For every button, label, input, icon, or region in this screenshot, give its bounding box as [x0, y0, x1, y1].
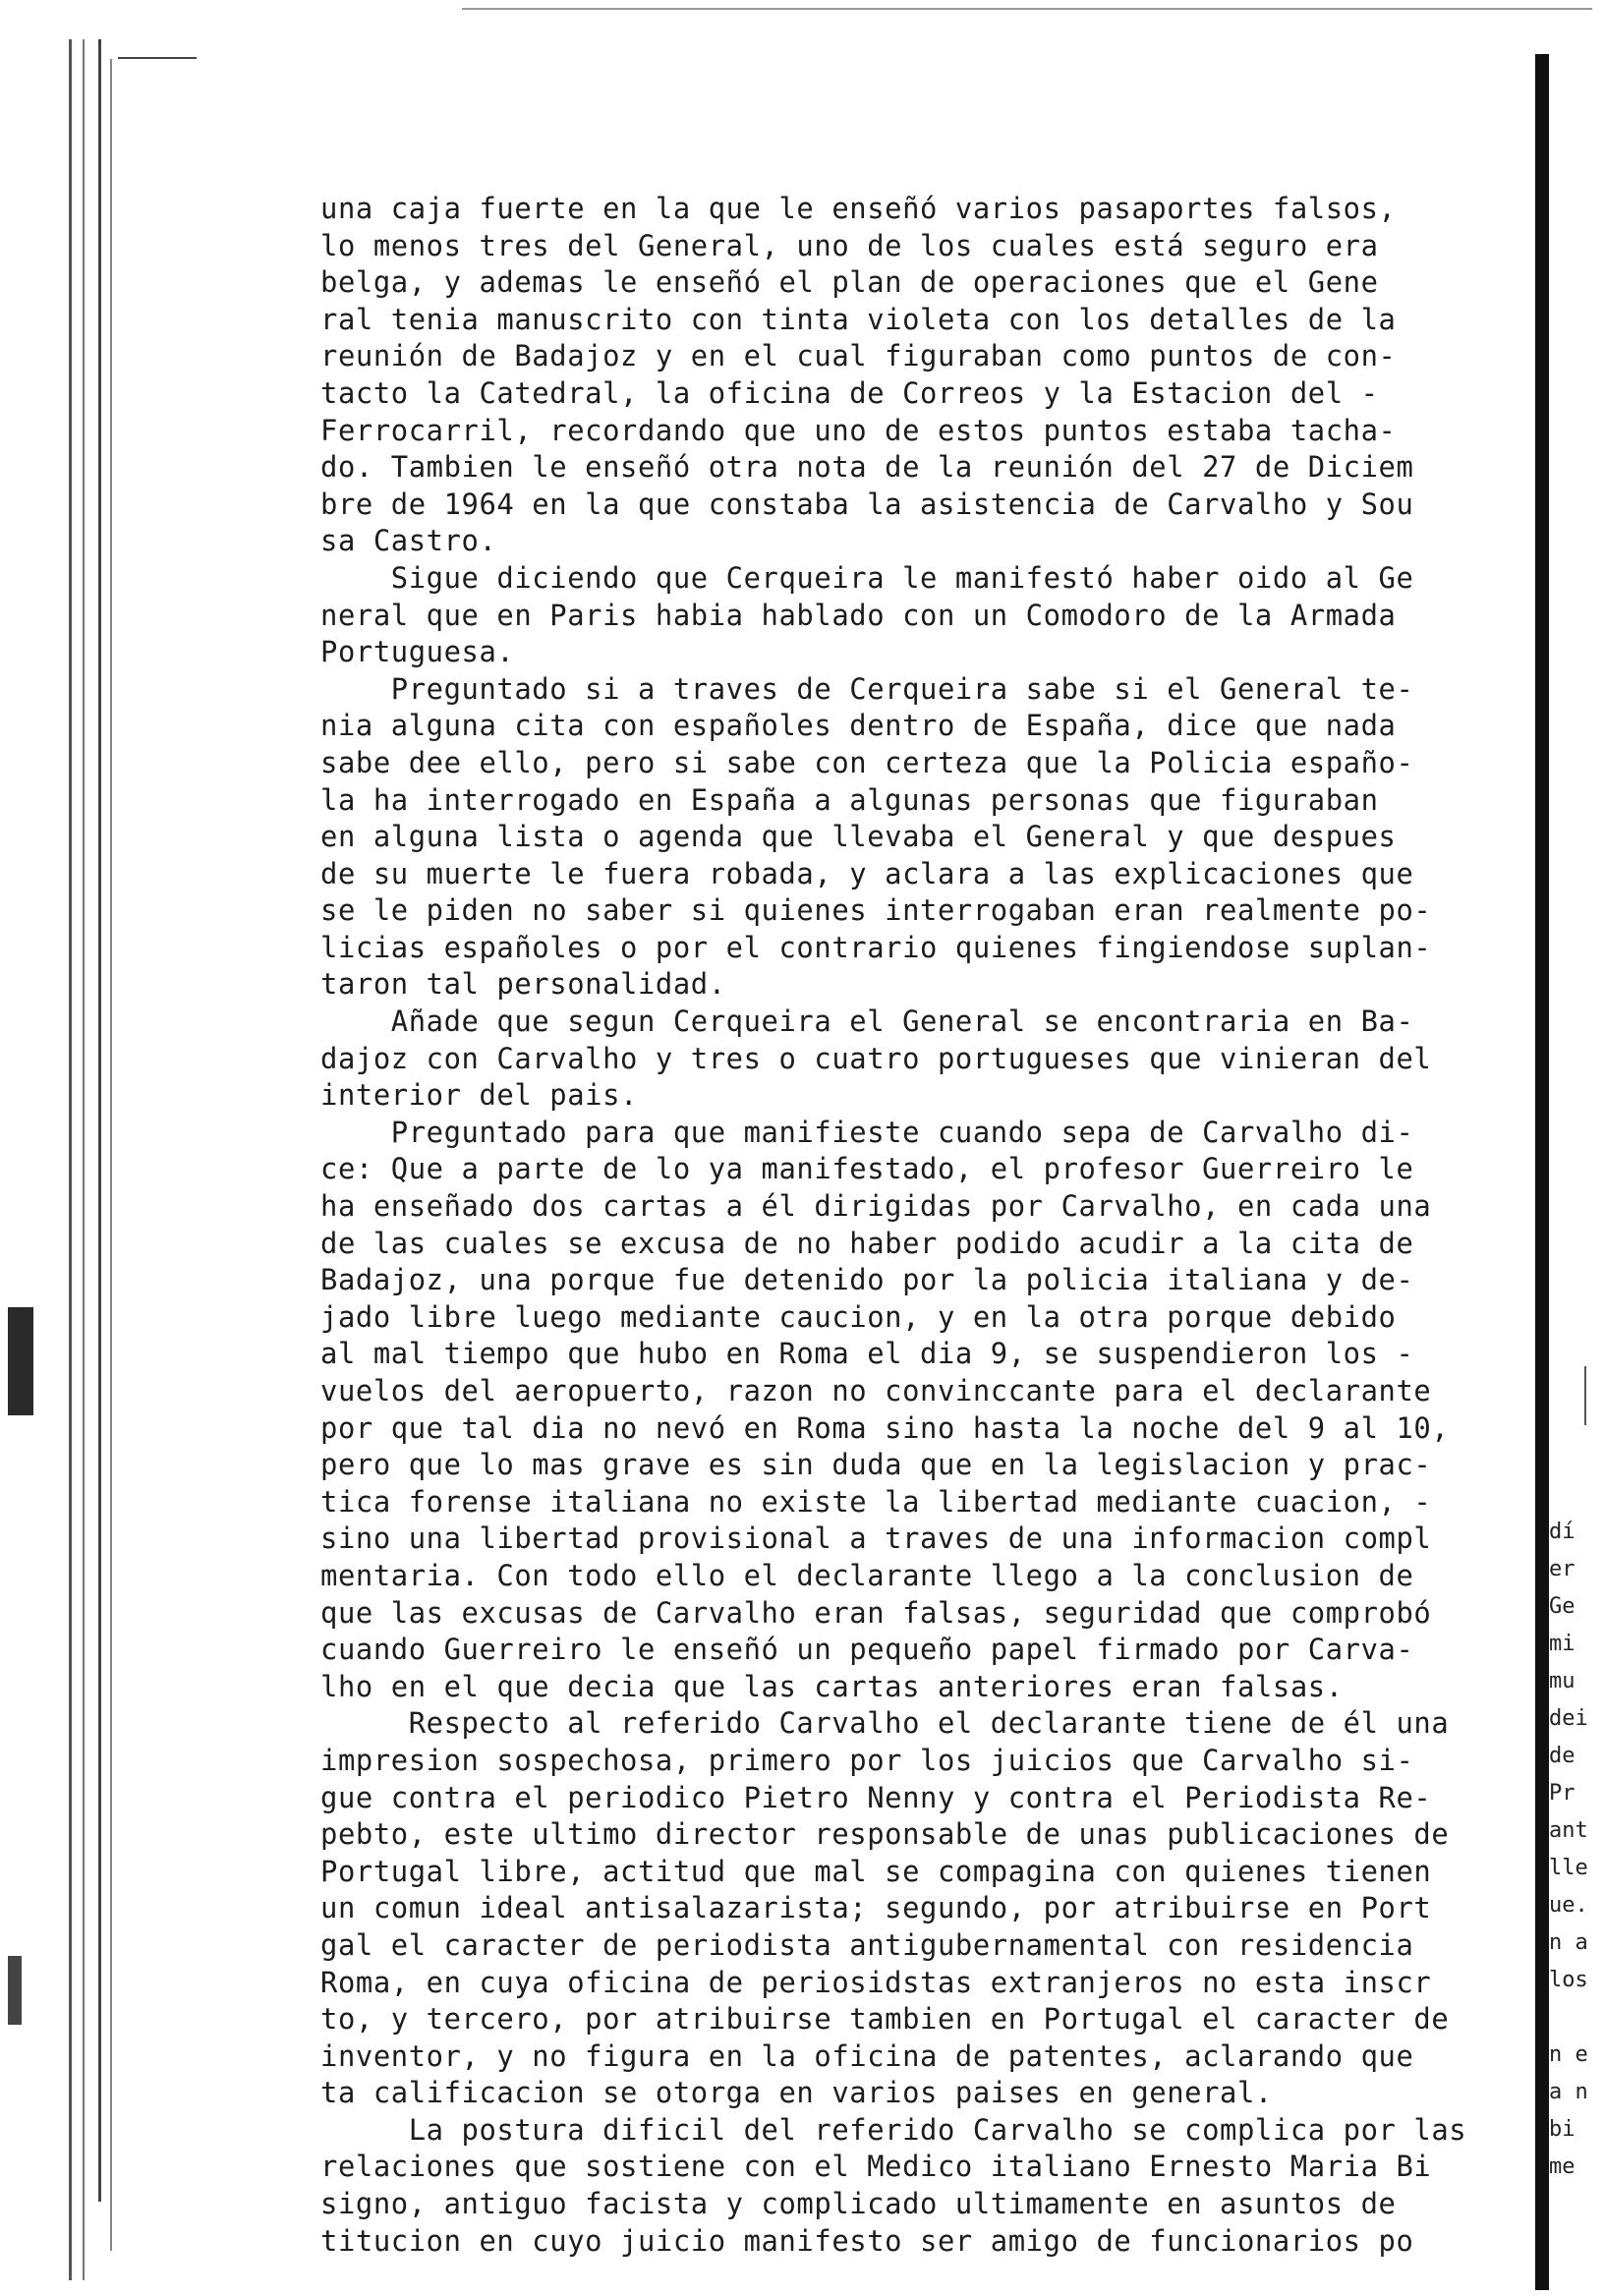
text-line: Preguntado si a traves de Cerqueira sabe si el General te- [320, 671, 1414, 706]
text-line: titucion en cuyo juicio manifesto ser amigo de funcionarios po [320, 2223, 1414, 2258]
text-line: un comun ideal antisalazarista; segundo, por atribuirse en Port [320, 1891, 1432, 1925]
text-line: Portugal libre, actitud que mal se compagina con quienes tienen [320, 1854, 1432, 1888]
text-line: Ferrocarril, recordando que uno de estos puntos estaba tacha- [320, 413, 1397, 447]
text-line: una caja fuerte en la que le enseñó varios pasaportes falsos, [320, 192, 1397, 225]
text-line: vuelos del aeropuerto, razon no convinccante para el declarante [320, 1374, 1432, 1407]
text-line: bre de 1964 en la que constaba la asistencia de Carvalho y Sou [320, 487, 1414, 521]
text-line: tica forense italiana no existe la libertad mediante cuacion, - [320, 1484, 1432, 1519]
text-line: Portuguesa. [320, 635, 515, 669]
binding-edge-line [98, 39, 101, 2202]
adjacent-page-fragments: dí er Ge mi mu dei de Pr ant lle ue. n a los n e a n bi me [1549, 1520, 1588, 2179]
text-line: ta calificacion se otorga en varios paises en general. [320, 2076, 1273, 2110]
text-line: de su muerte le fuera robada, y aclara a las explicaciones que [320, 856, 1414, 890]
text-line: Roma, en cuya oficina de periosidstas extranjeros no esta inscr [320, 1965, 1432, 1999]
text-line: lho en el que decia que las cartas anteriores eran falsas. [320, 1669, 1344, 1703]
binding-edge-line [83, 39, 85, 2280]
binding-edge-line [110, 59, 112, 2251]
text-line: sa Castro. [320, 524, 497, 558]
scan-mark [1584, 1366, 1586, 1425]
text-line: la ha interrogado en España a algunas personas que figuraban [320, 782, 1379, 817]
text-line: de las cuales se excusa de no haber podido acudir a la cita de [320, 1226, 1414, 1260]
text-line: gal el caracter de periodista antigubernamental con residencia [320, 1927, 1414, 1962]
text-line: interior del pais. [320, 1078, 638, 1113]
text-line: Preguntado para que manifieste cuando sepa de Carvalho di- [320, 1115, 1414, 1149]
text-line: al mal tiempo que hubo en Roma el dia 9, se suspendieron los - [320, 1337, 1414, 1371]
text-line: impresion sospechosa, primero por los juicios que Carvalho si- [320, 1743, 1414, 1777]
text-line: ral tenia manuscrito con tinta violeta con los detalles de la [320, 302, 1397, 336]
text-line: pero que lo mas grave es sin duda que en la legislacion y prac- [320, 1448, 1432, 1482]
scan-smudge [8, 1956, 22, 2025]
text-line: Sigue diciendo que Cerqueira le manifestó haber oido al Ge [320, 560, 1414, 595]
text-line: sabe dee ello, pero si sabe con certeza que la Policia españo- [320, 745, 1414, 779]
text-line: La postura dificil del referido Carvalho se complica por las [320, 2112, 1467, 2147]
scan-top-rule [462, 8, 1592, 10]
text-line: to, y tercero, por atribuirse tambien en Portugal el caracter de [320, 2002, 1450, 2037]
scan-corner-mark [118, 57, 197, 59]
text-line: inventor, y no figura en la oficina de patentes, aclarando que [320, 2038, 1414, 2073]
text-line: jado libre luego mediante caucion, y en la otra porque debido [320, 1299, 1397, 1334]
text-line: dajoz con Carvalho y tres o cuatro portugueses que vinieran del [320, 1041, 1432, 1075]
text-line: sino una libertad provisional a traves de una informacion compl [320, 1521, 1432, 1556]
text-line: mentaria. Con todo ello el declarante llego a la conclusion de [320, 1558, 1414, 1592]
text-line: lo menos tres del General, uno de los cuales está seguro era [320, 228, 1379, 262]
text-line: signo, antiguo facista y complicado ultimamente en asuntos de [320, 2187, 1397, 2221]
binding-edge-line [69, 39, 72, 2280]
text-line: ce: Que a parte de lo ya manifestado, el profesor Guerreiro le [320, 1152, 1414, 1186]
text-line: neral que en Paris habia hablado con un Comodoro de la Armada [320, 598, 1397, 632]
text-line: pebto, este ultimo director responsable de unas publicaciones de [320, 1817, 1450, 1852]
text-line: por que tal dia no nevó en Roma sino hasta la noche del 9 al 10, [320, 1410, 1450, 1445]
text-line: cuando Guerreiro le enseñó un pequeño papel firmado por Carva- [320, 1633, 1414, 1667]
text-line: licias españoles o por el contrario quienes fingiendose suplan- [320, 930, 1432, 964]
typewritten-page-body [320, 191, 1539, 2260]
text-line: Badajoz, una porque fue detenido por la policia italiana y de- [320, 1263, 1414, 1297]
text-line: se le piden no saber si quienes interrogaban eran realmente po- [320, 893, 1432, 928]
text-line: en alguna lista o agenda que llevaba el General y que despues [320, 820, 1397, 854]
text-line: tacto la Catedral, la oficina de Correos y la Estacion del - [320, 375, 1379, 410]
scan-smudge [8, 1307, 33, 1415]
text-line: nia alguna cita con españoles dentro de España, dice que nada [320, 709, 1397, 743]
text-line: ha enseñado dos cartas a él dirigidas por Carvalho, en cada una [320, 1189, 1432, 1224]
text-line: do. Tambien le enseñó otra nota de la reunión del 27 de Diciem [320, 450, 1414, 485]
text-line: Respecto al referido Carvalho el declarante tiene de él una [320, 1706, 1450, 1741]
text-line: taron tal personalidad. [320, 967, 726, 1002]
text-line: belga, y ademas le enseñó el plan de operaciones que el Gene [320, 265, 1379, 300]
text-line: Añade que segun Cerqueira el General se encontraria en Ba- [320, 1004, 1414, 1039]
text-line: gue contra el periodico Pietro Nenny y contra el Periodista Re- [320, 1780, 1432, 1814]
text-line: reunión de Badajoz y en el cual figuraban como puntos de con- [320, 339, 1397, 373]
text-line: que las excusas de Carvalho eran falsas, seguridad que comprobó [320, 1595, 1432, 1630]
text-line: relaciones que sostiene con el Medico italiano Ernesto Maria Bi [320, 2150, 1432, 2184]
